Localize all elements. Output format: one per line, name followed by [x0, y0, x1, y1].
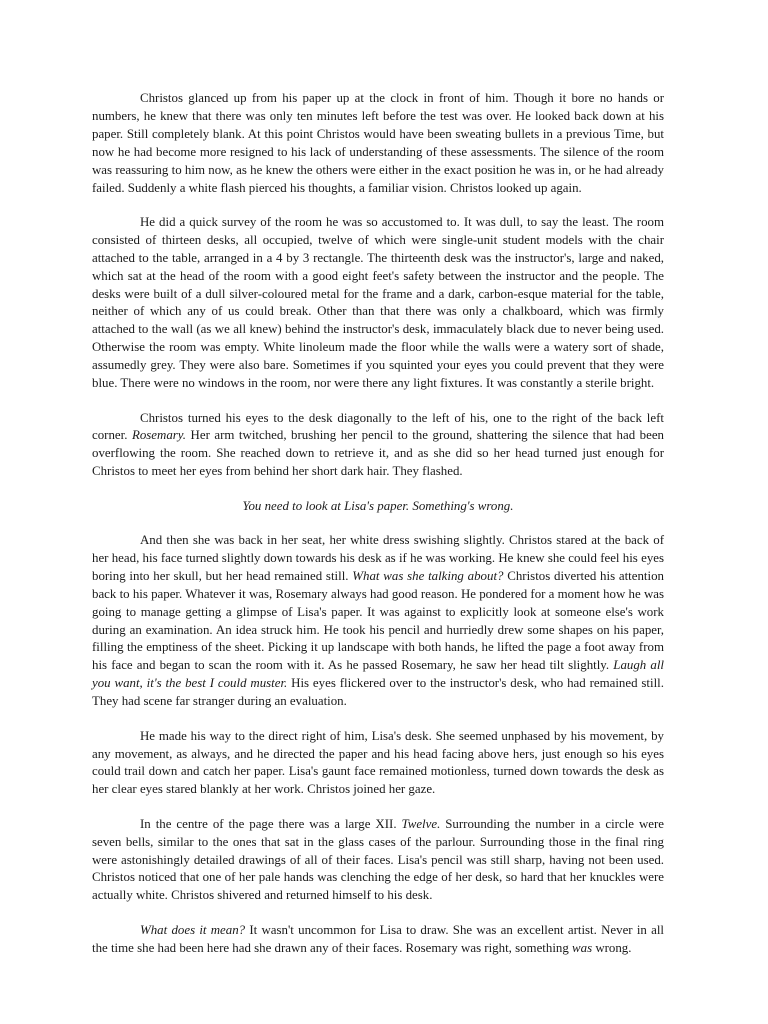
telepathic-message — [92, 498, 664, 516]
paragraph-text: It wasn't uncommon for Lisa to draw. She was an excellent artist. Never in all the time she had been here had she drawn any of their faces. Rosemary was right, something — [92, 922, 664, 955]
paragraph-text: Christos glanced up from his paper up at the clock in front of him. Though it bore no hands or numbers, he knew that there was only ten minutes left before the test was over. He looked back down at his paper. Still completely blank. At this point Christos would have been sweating bullets in a previous Time, but now he had become more resigned to his lack of understanding of these assessments. The silence of the room was reassuring to him now, as he knew the others were either in the exact position he was in, or he had already failed. Suddenly a white flash pierced his thoughts, a familiar vision. Christos looked up again. — [92, 91, 664, 195]
italic-thought: What does it mean? — [140, 922, 246, 937]
paragraph-5 — [92, 532, 664, 711]
italic-emphasis-was: was — [572, 940, 593, 955]
italic-word-twelve: Twelve. — [401, 816, 441, 831]
paragraph-text: He did a quick survey of the room he was so accustomed to. It was dull, to say the least. The room consisted of thirteen desks, all occupied, twelve of which were single-unit student models with the chair attached to the table, arranged in a 4 by 3 rectangle. The thirteenth desk was the instructor's, large and naked, which sat at the head of the room with a good eight feet's safety between the instructor and the people. The desks were built of a dull silver-coloured metal for the frame and a dark, carbon-esque material for the table, neither of which any of us could break. Other than that there was only a chalkboard, which was firmly attached to the wall (as we all knew) behind the instructor's desk, immaculately black due to never being used. Otherwise the room was empty. White linoleum made the floor while the walls were a watery sort of shade, assumedly grey. They were also bare. Sometimes if you squinted your eyes you could prevent that they were blue. There were no windows in the room, nor were there any light fixtures. It was constantly a sterile bright. — [92, 214, 664, 391]
paragraph-1 — [92, 90, 664, 197]
italic-name-rosemary: Rosemary. — [131, 428, 187, 443]
paragraph-text: He made his way to the direct right of him, Lisa's desk. She seemed unphased by his movement, by any movement, as always, and he directed the paper and his head facing above hers, just enough so his eyes could trail down and catch her paper. Lisa's gaunt face remained motionless, turned down towards the desk as her clear eyes stared blankly at her work. Christos joined her gaze. — [92, 728, 664, 797]
paragraph-6 — [92, 728, 664, 800]
paragraph-2 — [92, 214, 664, 393]
italic-thought: What was she talking about? — [352, 568, 504, 583]
paragraph-text: In the centre of the page there was a large XII. — [140, 816, 402, 831]
paragraph-3 — [92, 410, 664, 482]
paragraph-text: Christos diverted his attention back to his paper. Whatever it was, Rosemary always had good reason. He pondered for a moment how he was going to manage getting a glimpse of Lisa's paper. It was against to explicitly look at someone else's work during an examination. An idea struck him. He took his pencil and hurriedly drew some shapes on his paper, filling the emptiness of the sheet. Picking it up landscape with both hands, he lifted the page a foot away from his face and began to scan the room with it. As he passed Rosemary, he saw her head tilt slightly. — [92, 568, 664, 673]
italic-message-text: You need to look at Lisa's paper. Something's wrong. — [242, 498, 514, 513]
italic-thought: Laugh all you want, it's the best I could muster. — [92, 658, 665, 691]
document-page — [92, 90, 664, 974]
paragraph-8 — [92, 922, 664, 958]
paragraph-text: Christos turned his eyes to the desk diagonally to the left of his, one to the right of the back left corner. — [92, 410, 664, 443]
paragraph-text: And then she was back in her seat, her white dress swishing slightly. Christos stared at the back of her head, his face turned slightly down towards his desk as if he was working. He knew she could feel his eyes boring into her skull, but her head remained still. — [92, 533, 664, 583]
paragraph-text: wrong. — [592, 940, 632, 955]
paragraph-text: His eyes flickered over to the instructor's desk, who had remained still. They had scene far stranger during an evaluation. — [92, 676, 664, 709]
paragraph-text: Surrounding the number in a circle were seven bells, similar to the ones that sat in the glass cases of the parlour. Surrounding those in the final ring were astonishingly detailed drawings of all of their faces. Lisa's pencil was still sharp, having not been used. Christos noticed that one of her pale hands was clenching the edge of her desk, so hard that her knuckles were actually white. Christos shivered and returned himself to his desk. — [92, 816, 664, 903]
paragraph-7 — [92, 816, 664, 906]
paragraph-text: Her arm twitched, brushing her pencil to the ground, shattering the silence that had been overflowing the room. She reached down to retrieve it, and as she did so her head turned just enough for Christos to meet her eyes from behind her short dark hair. They flashed. — [92, 428, 664, 479]
